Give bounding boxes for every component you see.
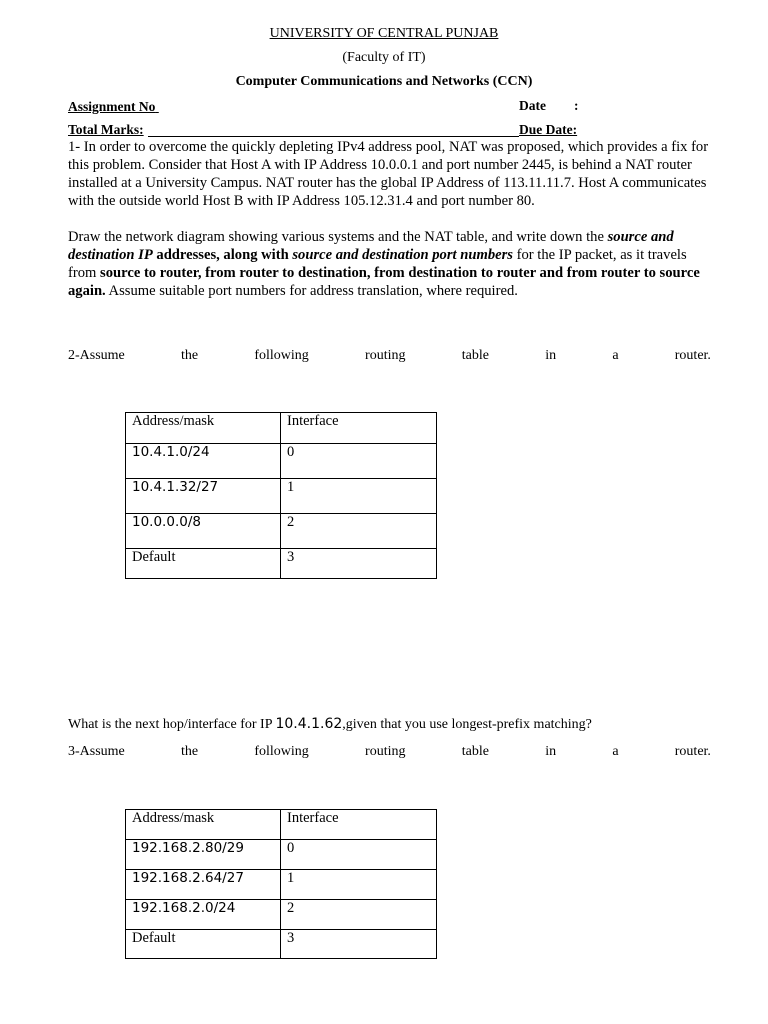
q3-heading: 3-Assume the following routing table in a router. bbox=[68, 744, 711, 759]
total-marks-underline bbox=[148, 136, 519, 137]
interface-cell: 1 bbox=[281, 479, 437, 514]
q2-question: What is the next hop/interface for IP 10.4.1.62,given that you use longest-prefix matching? bbox=[68, 716, 592, 732]
table-row bbox=[126, 479, 437, 514]
table-row bbox=[126, 840, 437, 870]
q1-instructions: Draw the network diagram showing various systems and the NAT table, and write down the source and destination IP addresses, along with source and destination port numbers for the IP packet, as it travels from source to router, from router to destination, from destination to router and from router to source again. Assume suitable port numbers for address translation, where required. bbox=[68, 229, 700, 299]
interface-cell: 2 bbox=[281, 900, 437, 930]
address-cell: Default bbox=[126, 549, 281, 579]
interface-cell: 3 bbox=[281, 549, 437, 579]
assignment-label: Assignment No bbox=[68, 99, 156, 114]
q3-routing-table bbox=[125, 809, 437, 959]
address-cell: 10.4.1.32/27 bbox=[126, 479, 281, 514]
interface-cell: 0 bbox=[281, 840, 437, 870]
table-header-row bbox=[126, 413, 437, 444]
table-row bbox=[126, 514, 437, 549]
q1-intro: 1- In order to overcome the quickly depleting IPv4 address pool, NAT was proposed, which provides a fix for this problem. Consider that Host A with IP Address 10.0.0.1 and port number 2445, is behind a NAT router installed at a University Campus. NAT router has the global IP Address of 113.11.11.7. Host A communicates with the outside world Host B with IP Address 105.12.31.4 and port number 80. bbox=[68, 139, 709, 209]
column-header: Interface bbox=[281, 810, 437, 840]
column-header: Address/mask bbox=[126, 413, 281, 444]
address-cell: 10.4.1.0/24 bbox=[126, 444, 281, 479]
total-marks-label: Total Marks: bbox=[68, 122, 144, 137]
column-header: Address/mask bbox=[126, 810, 281, 840]
interface-cell: 3 bbox=[281, 930, 437, 959]
interface-cell: 0 bbox=[281, 444, 437, 479]
date-label: Date : bbox=[519, 98, 579, 113]
table-row bbox=[126, 870, 437, 900]
course-title: Computer Communications and Networks (CCN) bbox=[235, 74, 533, 89]
university-name: UNIVERSITY OF CENTRAL PUNJAB bbox=[269, 26, 499, 41]
table-header-row bbox=[126, 810, 437, 840]
address-cell: 192.168.2.80/29 bbox=[126, 840, 281, 870]
column-header: Interface bbox=[281, 413, 437, 444]
due-date-label: Due Date: bbox=[519, 122, 578, 137]
address-cell: 10.0.0.0/8 bbox=[126, 514, 281, 549]
address-cell: 192.168.2.0/24 bbox=[126, 900, 281, 930]
interface-cell: 2 bbox=[281, 514, 437, 549]
table-row bbox=[126, 900, 437, 930]
table-row bbox=[126, 549, 437, 579]
faculty-name: (Faculty of IT) bbox=[342, 50, 426, 65]
address-cell: 192.168.2.64/27 bbox=[126, 870, 281, 900]
table-row bbox=[126, 930, 437, 959]
q2-heading: 2-Assume the following routing table in a router. bbox=[68, 348, 711, 363]
q2-routing-table bbox=[125, 412, 437, 579]
interface-cell: 1 bbox=[281, 870, 437, 900]
address-cell: Default bbox=[126, 930, 281, 959]
table-row bbox=[126, 444, 437, 479]
